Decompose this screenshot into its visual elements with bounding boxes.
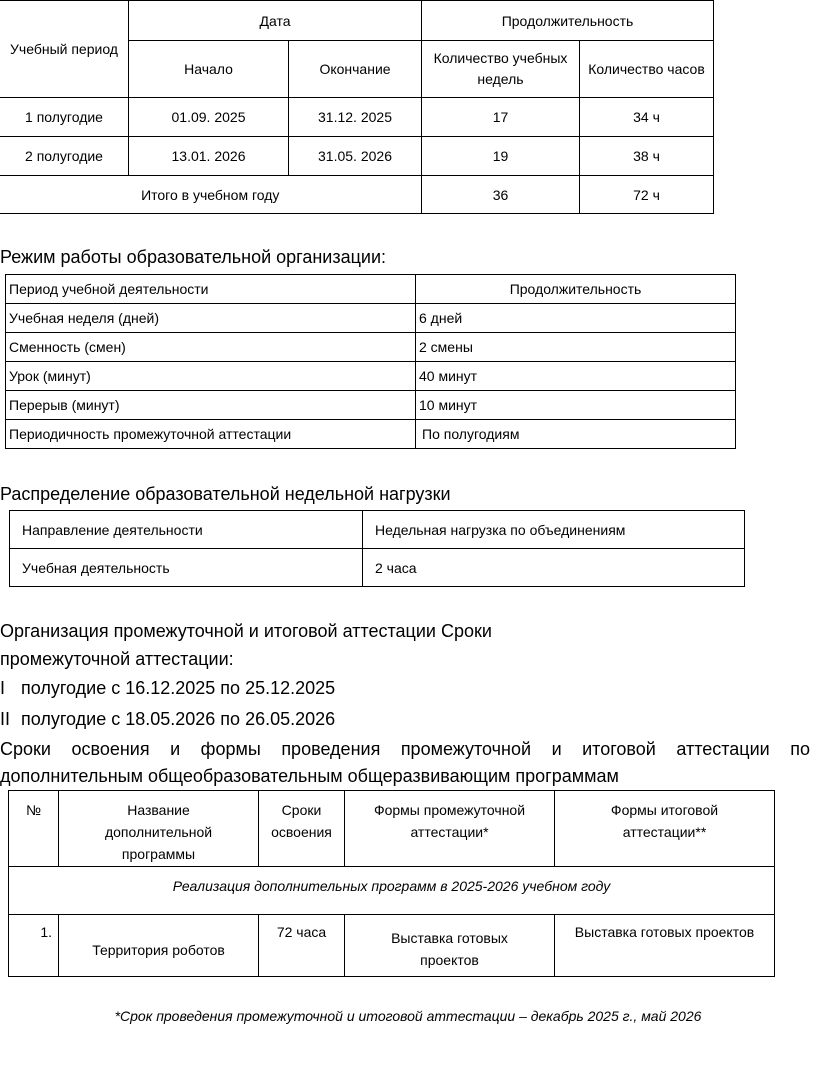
header-term: Сроки освоения [259,791,345,867]
word: по [790,739,810,759]
cell-value: 2 смены [416,333,736,362]
cell-period: 2 полугодие [0,137,129,176]
cell-label: Урок (минут) [6,362,416,391]
cell-label: Сменность (смен) [6,333,416,362]
table-row [0,137,714,176]
cell-start: 01.09. 2025 [129,98,289,137]
cell-label: Периодичность промежуточной аттестации [6,420,416,449]
table-row [6,362,736,391]
half1-text: полугодие с 16.12.2025 по 25.12.2025 [21,678,336,698]
total-weeks: 36 [422,176,580,214]
half1-num: I [0,678,6,698]
cell-hours: 38 ч [580,137,714,176]
cell-direction: Учебная деятельность [10,549,363,587]
table-row [6,391,736,420]
table-row [10,549,745,587]
cell-name: Территория роботов [59,915,259,977]
header-start: Начало [129,41,289,98]
header-name: Название дополнительной программы [59,791,259,867]
cell-label: Учебная неделя (дней) [6,304,416,333]
word: формы [200,739,261,759]
terms-line2: дополнительным общеобразовательным общеразвивающим программам [0,766,619,786]
cell-period: 1 полугодие [0,98,129,137]
header-hours: Количество часов [580,41,714,98]
word: итоговой [582,739,656,759]
footnote: *Срок проведения промежуточной и итоговой аттестации – декабрь 2025 г., май 2026 [114,1008,702,1024]
cell-weeks: 19 [422,137,580,176]
word: Сроки [0,739,51,759]
half2-text: полугодие с 18.05.2026 по 26.05.2026 [21,709,336,729]
cell-end: 31.05. 2026 [289,137,422,176]
word: и [170,739,181,759]
word: промежуточной [400,739,532,759]
load-table [9,510,745,587]
half2-num: II [0,709,11,729]
cell-label: Перерыв (минут) [6,391,416,420]
total-row [0,176,714,214]
mode-table [5,274,736,449]
cell-value: 10 минут [416,391,736,420]
header-duration: Продолжительность [416,275,736,304]
table-row [0,98,714,137]
cell-final: Выставка готовых проектов [555,915,775,977]
header-direction: Направление деятельности [10,511,363,549]
header-end: Окончание [289,41,422,98]
attestation-line1: Организация промежуточной и итоговой аттестации Сроки [0,621,492,641]
table-row [6,304,736,333]
total-hours: 72 ч [580,176,714,214]
schedule-table [0,0,714,214]
cell-value: 6 дней [416,304,736,333]
header-weekly: Недельная нагрузка по объединениям [363,511,745,549]
attestation-line2: промежуточной аттестации: [0,649,234,669]
word: освоения [71,739,150,759]
cell-start: 13.01. 2026 [129,137,289,176]
header-activity: Период учебной деятельности [6,275,416,304]
cell-weeks: 17 [422,98,580,137]
cell-num: 1. [9,915,59,977]
cell-value: По полугодиям [416,420,736,449]
load-heading: Распределение образовательной недельной нагрузки [0,484,451,504]
word: проведения [281,739,381,759]
cell-value: 40 минут [416,362,736,391]
header-duration: Продолжительность [422,1,714,41]
table-row [6,420,736,449]
word: аттестации [676,739,770,759]
word: и [551,739,562,759]
header-interim: Формы промежуточной аттестации* [345,791,555,867]
header-period: Учебный период [0,1,129,98]
header-date: Дата [129,1,422,41]
cell-hours: 34 ч [580,98,714,137]
mode-heading: Режим работы образовательной организации: [0,247,387,267]
header-num: № [9,791,59,867]
cell-weekly: 2 часа [363,549,745,587]
span-row: Реализация дополнительных программ в 2025-2026 учебном году [9,867,775,915]
cell-end: 31.12. 2025 [289,98,422,137]
table-row [6,333,736,362]
header-weeks: Количество учебных недель [422,41,580,98]
programs-table [8,790,775,977]
cell-term: 72 часа [259,915,345,977]
header-final: Формы итоговой аттестации** [555,791,775,867]
total-label: Итого в учебном году [0,176,422,214]
terms-line1 [0,738,810,760]
table-row [9,915,775,977]
cell-interim: Выставка готовых проектов [345,915,555,977]
